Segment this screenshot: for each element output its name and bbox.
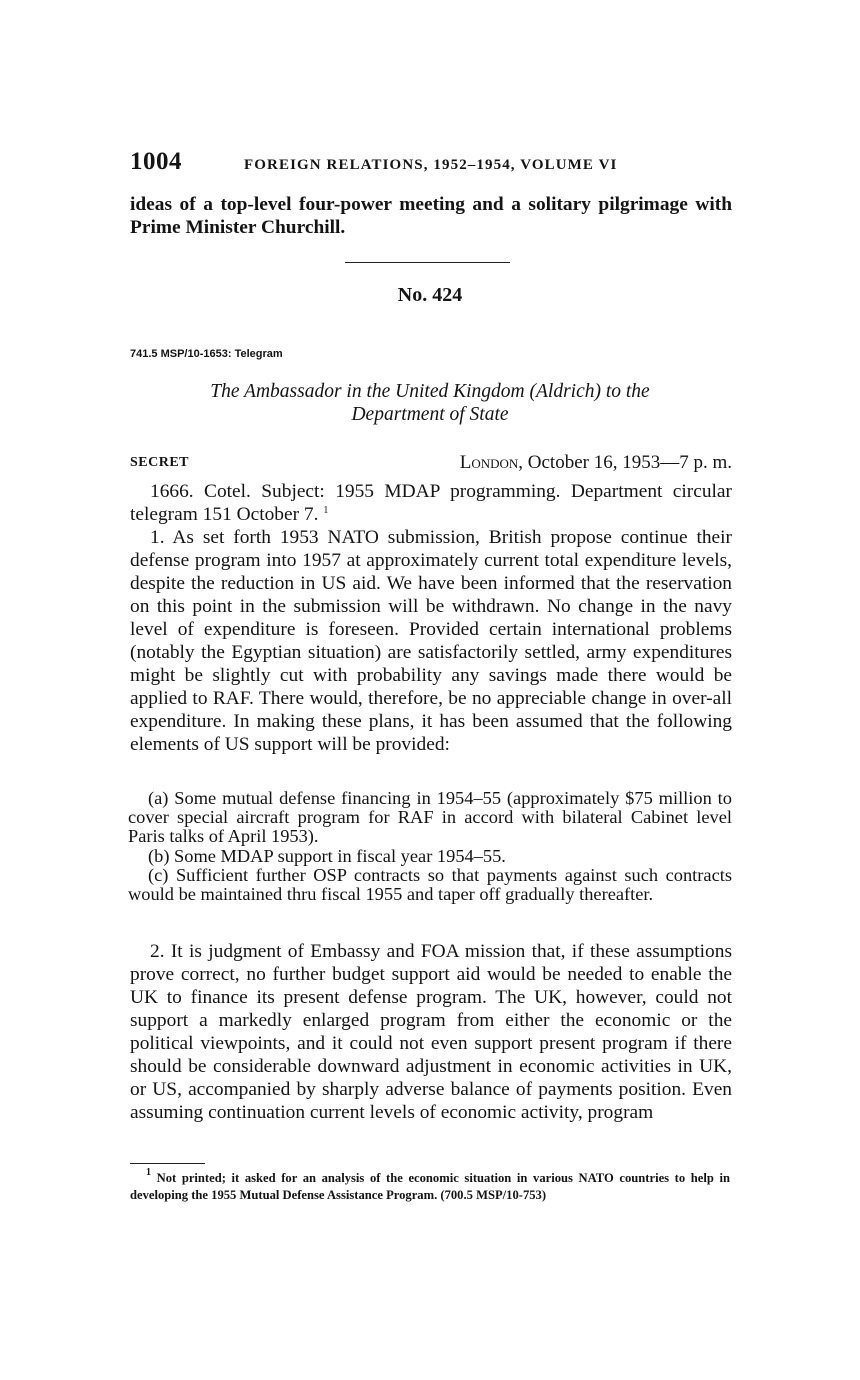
paragraph-1: 1. As set forth 1953 NATO submission, British propose continue their defense program into 1957 at approximately current total expenditure levels, despite the reduction in US aid. We have been informed that the reservation on this point in the submission will be withdrawn. No change in the navy level of expenditure is foreseen. Provided certain international problems (notably the Egyptian situation) are satisfactorily settled, army expenditures might be slightly cut with probability any savings made there would be applied to RAF. There would, therefore, be no appreciable change in over-all expenditure. In making these plans, it has been assumed that the following elements of US support will be provided: [130, 527, 732, 755]
classification-label: SECRET [130, 455, 190, 470]
footnote-divider [130, 1163, 205, 1164]
continuation-paragraph: ideas of a top-level four-power meeting and a solitary pilgrimage with Prime Minister Churchill. [130, 194, 732, 238]
subitem-b: (b) Some MDAP support in fiscal year 1954–55. [148, 846, 506, 866]
page-number: 1004 [130, 148, 182, 175]
footnote-text: Not printed; it asked for an analysis of the economic situation in various NATO countries to help in developing the 1955 Mutual Defense Assistance Program. (700.5 MSP/10-753) [130, 1171, 730, 1202]
dateline [130, 452, 732, 476]
place: London [459, 452, 519, 473]
series-title: FOREIGN RELATIONS, 1952–1954, VOLUME VI [244, 157, 618, 173]
date: , October 16, 1953—7 p. m. [518, 452, 732, 473]
file-reference: 741.5 MSP/10-1653: Telegram [130, 348, 283, 360]
section-divider [345, 262, 510, 263]
document-title: The Ambassador in the United Kingdom (Aldrich) to the Department of State [210, 381, 650, 425]
paragraph-1666 [130, 480, 732, 526]
document-number: No. 424 [397, 284, 463, 306]
footnote-ref: 1 [323, 505, 329, 516]
running-head [130, 148, 735, 178]
footnote [130, 1167, 730, 1204]
paragraph-2: 2. It is judgment of Embassy and FOA mission that, if these assumptions prove correct, no further budget support aid would be needed to enable the UK to finance its present defense program. The UK, however, could not support a markedly enlarged program from either the economic or the political viewpoints, and it could not even support present program if there should be considerable downward adjustment in economic activities in UK, or US, accompanied by sharply adverse balance of payments position. Even assuming continuation current levels of economic activity, program [130, 941, 732, 1123]
footnote-marker: 1 [146, 1167, 151, 1178]
place-date [460, 452, 732, 474]
subitem-c: (c) Sufficient further OSP contracts so that payments against such contracts would be maintained thru fiscal 1955 and taper off gradually thereafter. [128, 865, 732, 904]
subitem-a: (a) Some mutual defense financing in 1954–55 (approximately $75 million to cover special aircraft program for RAF in accord with bilateral Cabinet level Paris talks of April 1953). [128, 788, 732, 846]
paragraph-1666-text: 1666. Cotel. Subject: 1955 MDAP programming. Department circular telegram 151 October 7. [130, 481, 732, 525]
